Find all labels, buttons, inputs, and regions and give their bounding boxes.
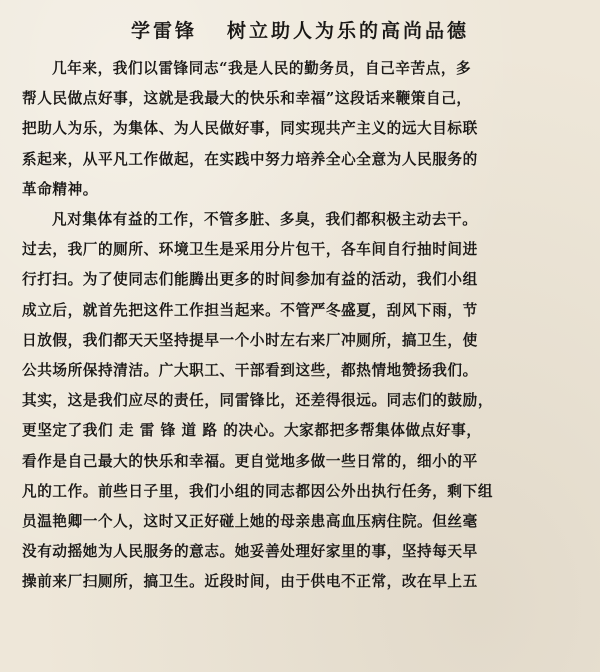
text-line: 其实，这是我们应尽的责任，同雷锋比，还差得很远。同志们的鼓励， bbox=[22, 392, 494, 410]
text-line: 公共场所保持清洁。广大职工、干部看到这些，都热情地赞扬我们。 bbox=[22, 362, 478, 380]
text-line: 行打扫。为了使同志们能腾出更多的时间参加有益的活动，我们小组 bbox=[22, 271, 478, 289]
text-line: 更坚定了我们 走 雷 锋 道 路 的决心。大家都把多帮集体做点好事， bbox=[22, 422, 482, 440]
text-line: 把助人为乐，为集体、为人民做好事，同实现共产主义的远大目标联 bbox=[22, 120, 478, 138]
title-left: 学雷锋 bbox=[130, 20, 197, 42]
text-line: 系起来，从平凡工作做起，在实践中努力培养全心全意为人民服务的 bbox=[22, 150, 478, 168]
text-line: 凡对集体有益的工作，不管多脏、多臭，我们都积极主动去干。 bbox=[52, 211, 478, 229]
text-line: 看作是自己最大的快乐和幸福。更自觉地多做一些日常的，细小的平 bbox=[22, 452, 478, 470]
text-line: 日放假，我们都天天坚持提早一个小时左右来厂冲厕所，搞卫生，使 bbox=[22, 331, 478, 349]
document-title bbox=[22, 14, 578, 48]
body-text bbox=[22, 54, 578, 598]
text-line: 操前来厂扫厕所，搞卫生。近段时间，由于供电不正常，改在早上五 bbox=[22, 573, 478, 591]
text-line: 员温艳卿一个人，这时又正好碰上她的母亲患高血压病住院。但丝毫 bbox=[22, 513, 478, 531]
text-line: 成立后，就首先把这件工作担当起来。不管严冬盛夏，刮风下雨，节 bbox=[22, 301, 478, 319]
text-line: 凡的工作。前些日子里，我们小组的同志都因公外出执行任务，剩下组 bbox=[22, 482, 494, 500]
text-line: 革命精神。 bbox=[22, 180, 98, 198]
text-line: 帮人民做点好事，这就是我最大的快乐和幸福”这段话来鞭策自己， bbox=[22, 90, 472, 108]
title-right: 树立助人为乐的高尚品德 bbox=[227, 20, 470, 42]
text-line: 过去，我厂的厕所、环境卫生是采用分片包干，各车间自行抽时间进 bbox=[22, 241, 478, 259]
text-line: 没有动摇她为人民服务的意志。她妥善处理好家里的事，坚持每天早 bbox=[22, 543, 478, 561]
text-line: 几年来，我们以雷锋同志“我是人民的勤务员，自己辛苦点，多 bbox=[52, 60, 472, 77]
